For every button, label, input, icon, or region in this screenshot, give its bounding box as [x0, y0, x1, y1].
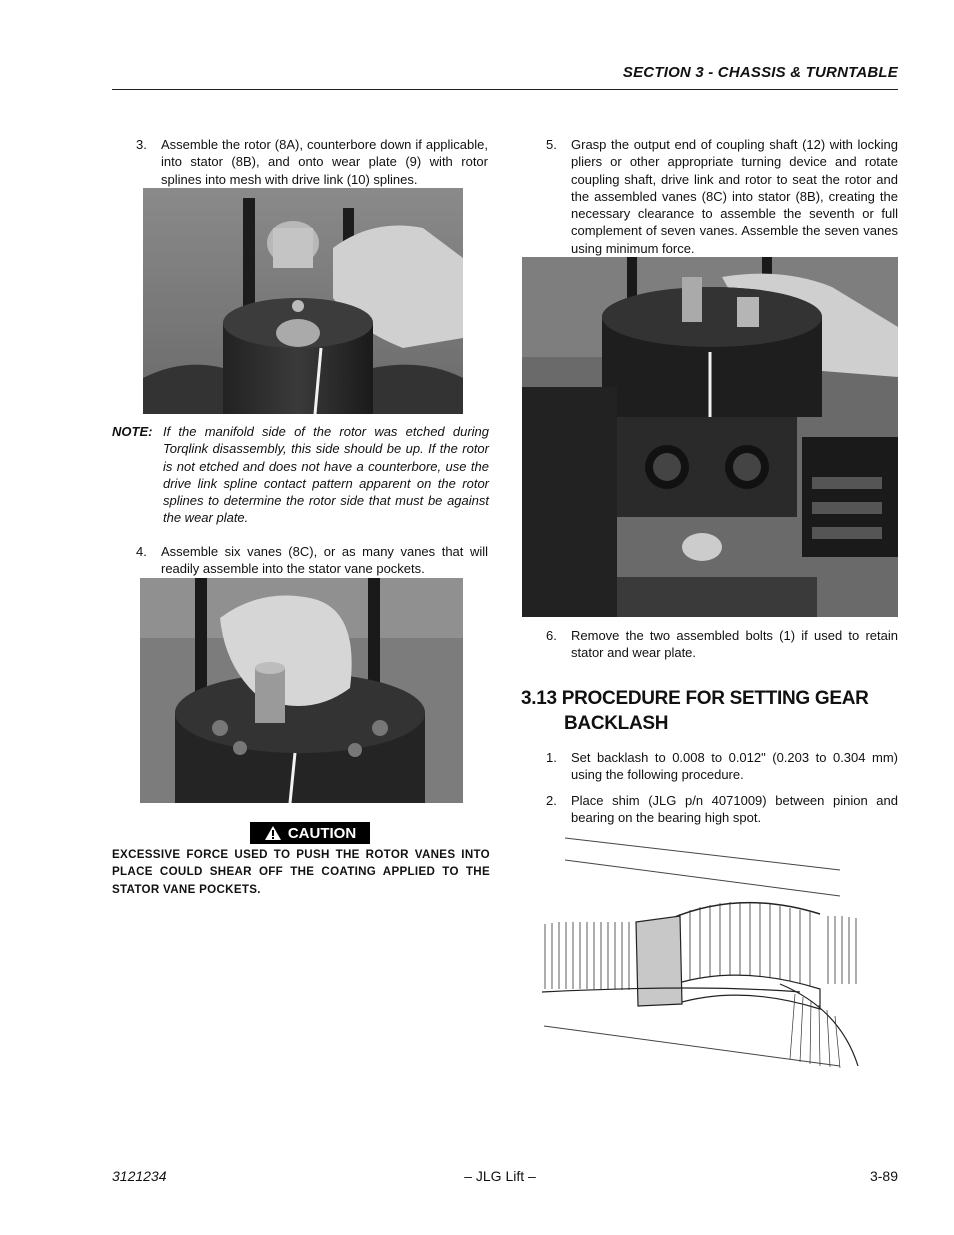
note-label: NOTE: — [112, 424, 153, 439]
step-text: Place shim (JLG p/n 4071009) between pinion and bearing on the bearing high spot. — [571, 793, 898, 826]
step-text: Grasp the output end of coupling shaft (12) with locking pliers or other appropriate turning device and rotate coupling shaft, drive link and rotor to seat the rotor and the assembled vanes (8C) into stator (8B), creating the necessary clearance to assemble the seventh or full complement of seven vanes. Assemble the seven vanes using minimum force. — [571, 137, 898, 256]
caution-text: EXCESSIVE FORCE USED TO PUSH THE ROTOR VANES INTO PLACE COULD SHEAR OFF THE COATING APPLIED TO THE STATOR VANE POCKETS. — [112, 848, 490, 896]
vane-assembly-photo — [140, 578, 463, 803]
stator-seating-photo — [522, 257, 898, 617]
section-title-line1: PROCEDURE FOR SETTING GEAR — [561, 688, 869, 709]
header-rule — [112, 89, 898, 90]
shim-placement-illustration — [540, 834, 860, 1070]
rotor-assembly-photo — [143, 188, 463, 414]
note-text: If the manifold side of the rotor was etched during Torqlink disassembly, this side should be up. If the rotor is not etched and does not have a counterbore, use the drive link spline contact pattern apparent on the rotor splines to determine the rotor side that must be against the wear plate. — [163, 424, 489, 526]
step-number: 1. — [546, 750, 557, 765]
section-heading — [521, 686, 898, 736]
step-4 — [136, 543, 489, 579]
section-header-title: SECTION 3 - CHASSIS & TURNTABLE — [622, 64, 898, 81]
step-text: Set backlash to 0.008 to 0.012" (0.203 to 0.304 mm) using the following procedure. — [571, 750, 898, 783]
caution-badge — [250, 822, 370, 844]
document-number: 3121234 — [112, 1168, 167, 1184]
step-number: 4. — [136, 544, 147, 559]
step-text: Remove the two assembled bolts (1) if used to retain stator and wear plate. — [571, 628, 898, 661]
step-number: 2. — [546, 793, 557, 808]
caution-label: CAUTION — [287, 824, 357, 842]
note-block — [112, 423, 490, 529]
warning-icon — [264, 825, 282, 841]
footer-center-text: – JLG Lift – — [464, 1168, 536, 1184]
step-number: 5. — [546, 137, 557, 152]
section-step-1 — [546, 749, 898, 785]
step-5 — [546, 136, 898, 258]
step-6 — [546, 627, 898, 663]
step-number: 6. — [546, 628, 557, 643]
step-text: Assemble six vanes (8C), or as many vanes that will readily assemble into the stator vane pockets. — [161, 544, 488, 577]
step-text: Assemble the rotor (8A), counterbore down if applicable, into stator (8B), and onto wear plate (9) with rotor splines into mesh with drive link (10) splines. — [161, 137, 488, 187]
step-3 — [136, 136, 489, 188]
section-number: 3.13 — [521, 688, 557, 709]
section-step-2 — [546, 792, 898, 828]
section-title-line2: BACKLASH — [564, 713, 669, 734]
step-number: 3. — [136, 137, 147, 152]
page-number: 3-89 — [869, 1168, 898, 1184]
